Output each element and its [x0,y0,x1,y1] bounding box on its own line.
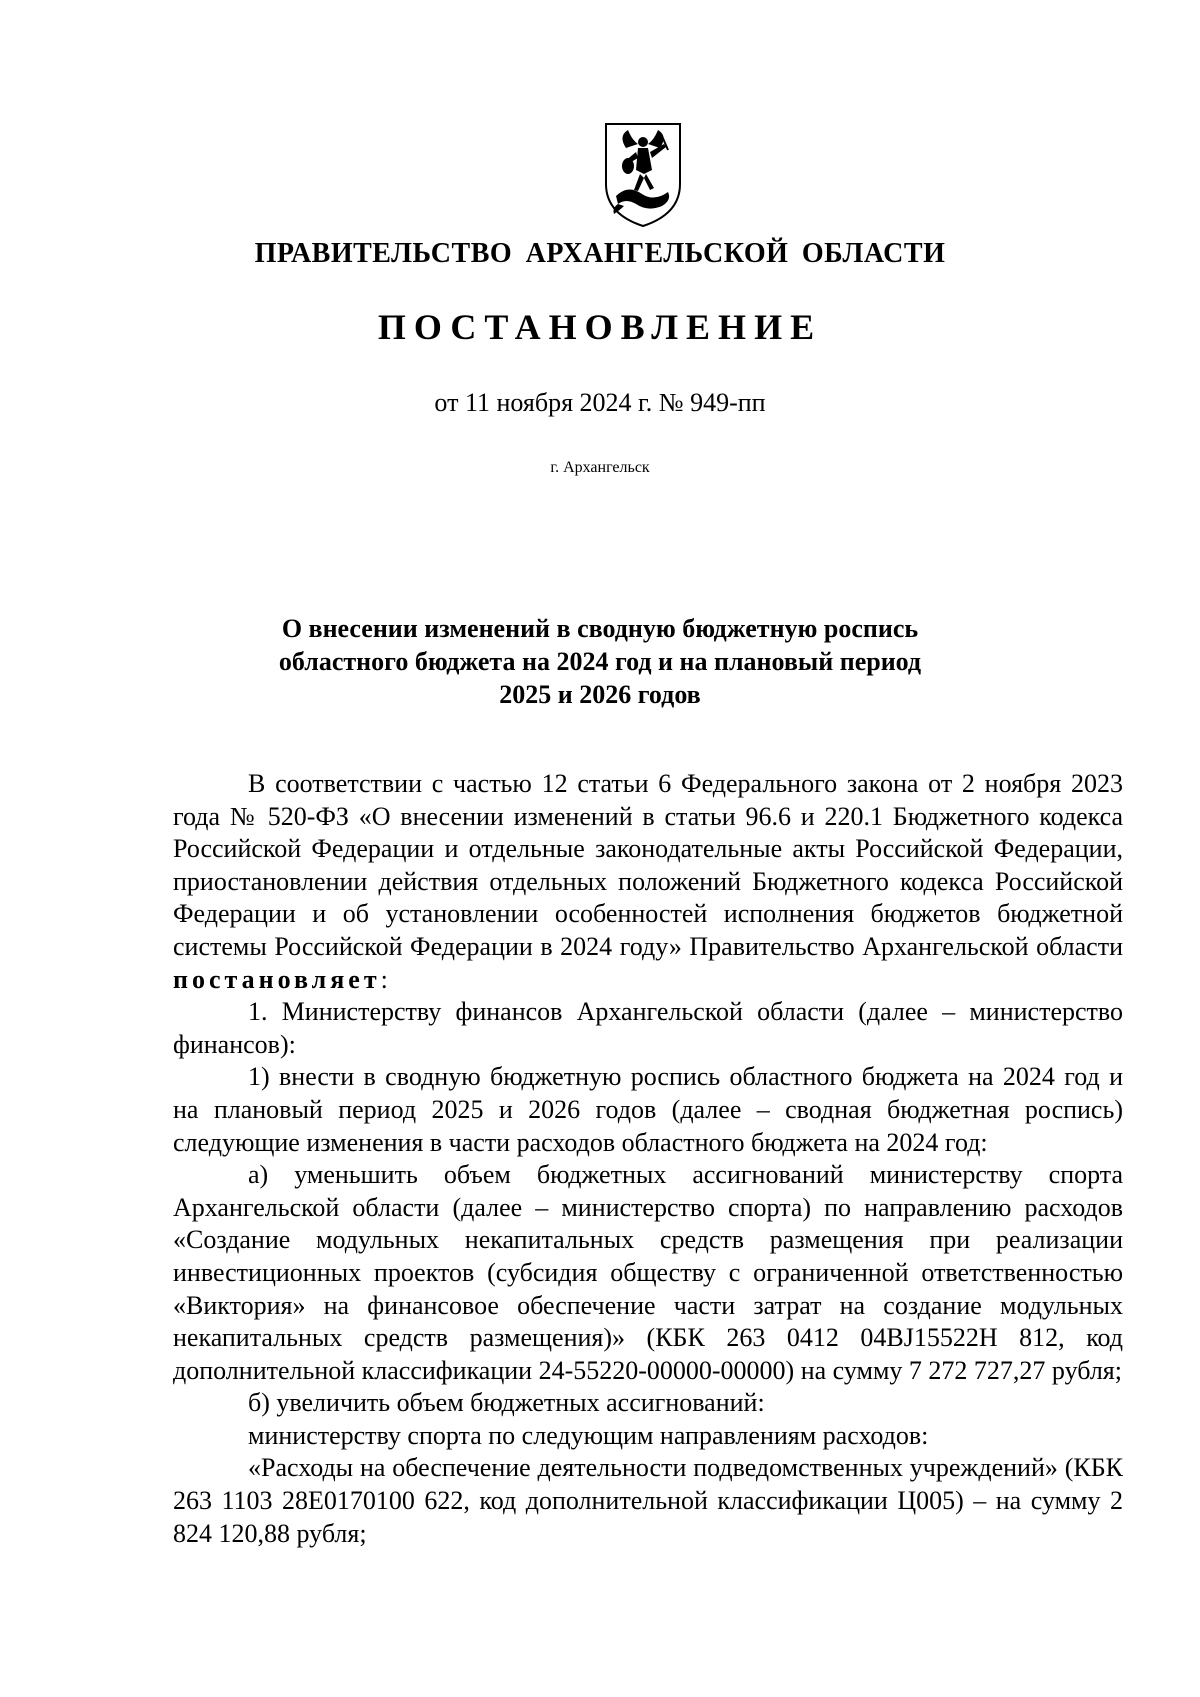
preamble-paragraph [173,768,1123,996]
date-and-number: от 11 ноября 2024 г. № 949-пп [434,388,766,417]
paragraph-1-1-a: а) уменьшить объем бюджетных ассигнований министерству спорта Архангельской области (далее – министерство спорта) по направлению расходов «Создание модульных некапитальных средств размещения при реализации инвестиционных проектов (субсидия обществу с ограниченной ответственностью «Виктория» на финансовое обеспечение части затрат на создание модульных некапитальных средств размещения)» (КБК 263 0412 04BJ15522H 812, код дополнительной классификации 24-55220-00000-00000) на сумму 7 272 727,27 рубля; [173,1160,1123,1385]
coat-of-arms-emblem [598,118,688,230]
city-name: г. Архангельск [550,459,650,476]
resolution-body [173,768,1123,1550]
decree-word: постановляет [173,964,381,994]
paragraph-1-1-b: б) увеличить объем бюджетных ассигнований: [248,1388,765,1418]
preamble-text: В соответствии с частью 12 статьи 6 Федерального закона от 2 ноября 2023 года № 520-ФЗ «О внесении изменений в статьи 96.6 и 220.1 Бюджетного кодекса Российской Федерации и отдельные законодательные акты Российской Федерации, приостановлении действия отдельных положений Бюджетного кодекса Российской Федерации и об установлении особенностей исполнения бюджетов бюджетной системы Российской Федерации в 2024 году» Правительство Архангельской области [173,769,1123,961]
subject-line-1: О внесении изменений в сводную бюджетную роспись [281,614,919,643]
resolution-subject [0,612,1200,711]
subject-line-2: областного бюджета на 2024 год и на плановый период [278,647,922,676]
paragraph-1: 1. Министерству финансов Архангельской области (далее – министерство финансов): [173,997,1123,1059]
government-name: ПРАВИТЕЛЬСТВО АРХАНГЕЛЬСКОЙ ОБЛАСТИ [254,238,946,269]
paragraph-1-1-b-item-1: «Расходы на обеспечение деятельности подведомственных учреждений» (КБК 263 1103 28Е0170100 622, код дополнительной классификации Ц005) – на сумму 2 824 120,88 рубля; [173,1453,1123,1548]
decree-colon: : [380,964,388,994]
subject-line-3: 2025 и 2026 годов [499,680,701,709]
document-type-title: ПОСТАНОВЛЕНИЕ [377,307,823,347]
paragraph-1-1: 1) внести в сводную бюджетную роспись областного бюджета на 2024 год и на плановый период 2025 и 2026 годов (далее – сводная бюджетная роспись) следующие изменения в части расходов областного бюджета на 2024 год: [173,1062,1123,1157]
paragraph-1-1-b-sport: министерству спорта по следующим направлениям расходов: [248,1420,929,1450]
